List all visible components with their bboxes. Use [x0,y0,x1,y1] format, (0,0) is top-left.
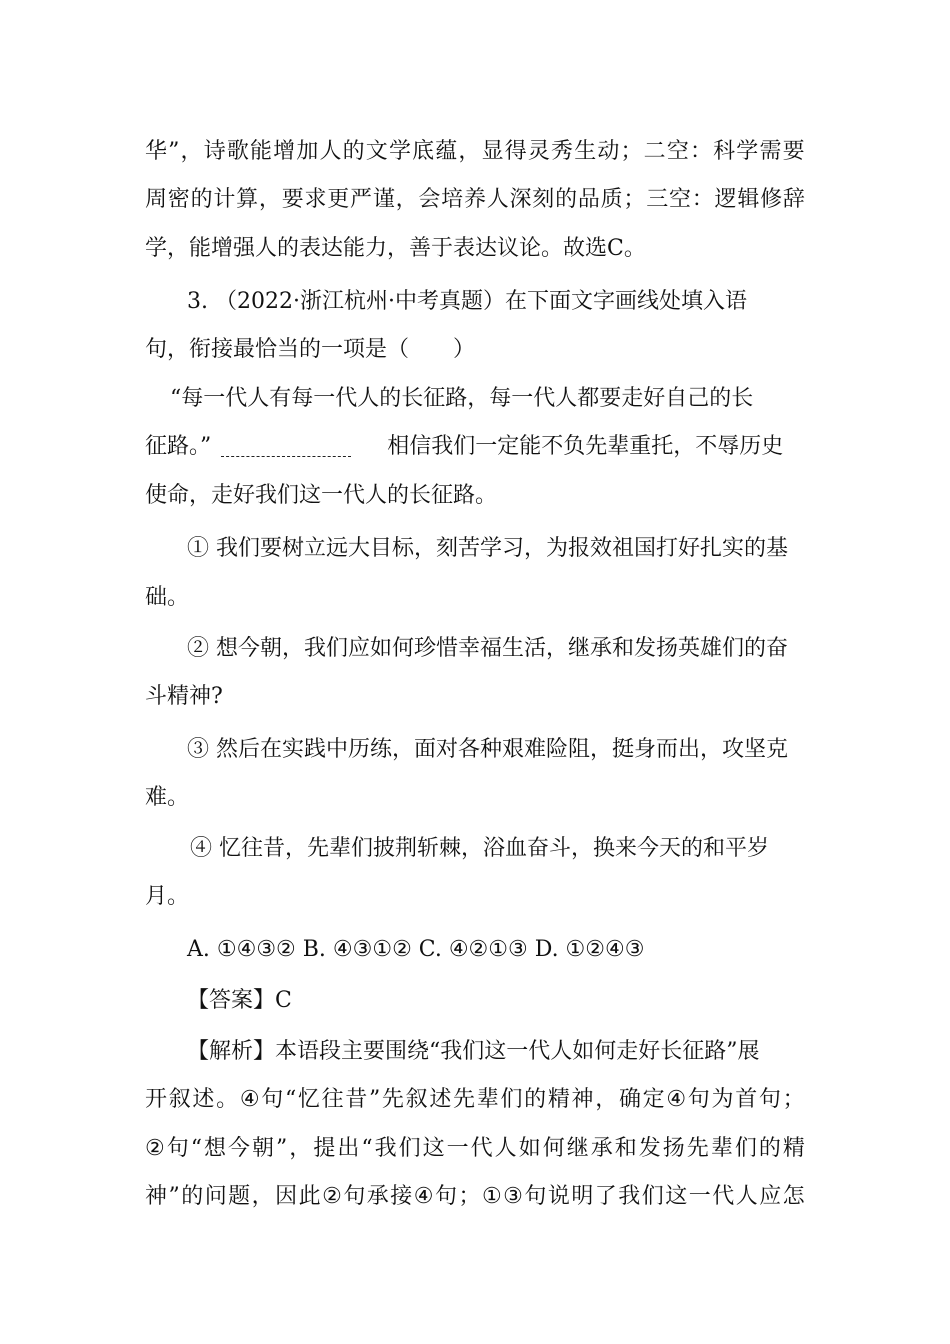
option-sentence: 础。 [145,585,190,610]
option-sentence: 难。 [145,785,190,810]
option-sentence: ④ 忆往昔，先辈们披荆斩棘，浴血奋斗，换来今天的和平岁 [190,836,769,861]
text-line: 学，能增强人的表达能力，善于表达议论。故选C。 [145,236,646,261]
passage-line: 使命，走好我们这一代人的长征路。 [145,483,498,508]
answer-choices: A. ①④③② B. ④③①② C. ④②①③ D. ①②④③ [187,937,645,962]
answer-label: 【答案】C [187,988,292,1013]
text-line: 周 密 的 计 算 ， 要 求 更 严 谨 ， 会 培 养 人 深 刻 的 品 质 ； 三 空 ： 逻 辑 修 辞 [145,187,805,212]
analysis-line: 神 ” 的 问 题 ， 因 此 ② 句 承 接 ④ 句 ； ① ③ 句 说 明 了 我 们 这 一 代 人 应 怎 [145,1184,805,1209]
text-line: 华 ” ， 诗 歌 能 增 加 人 的 文 学 底 蕴 ， 显 得 灵 秀 生 动 ； 二 空 ： 科 学 需 要 [145,139,805,164]
passage-text: 相信我们一定能不负先辈重托，不辱历史 [387,434,784,459]
option-sentence: ① 我们要树立远大目标，刻苦学习，为报效祖国打好扎实的基 [187,536,788,561]
option-sentence: ② 想今朝，我们应如何珍惜幸福生活，继承和发扬英雄们的奋 [187,636,788,661]
option-sentence: ③ 然后在实践中历练，面对各种艰难险阻，挺身而出，攻坚克 [187,737,788,762]
analysis-line: 开 叙 述 。 ④ 句 “ 忆 往 昔 ” 先 叙 述 先 辈 们 的 精 神 ， 确 定 ④ 句 为 首 句 ； [145,1087,805,1112]
analysis-line: 【解析】本语段主要围绕“我们这一代人如何走好长征路”展 [187,1039,760,1064]
fill-in-blank [221,438,351,457]
analysis-line: ② 句 “ 想 今 朝 ” ， 提 出 “ 我 们 这 一 代 人 如 何 继 承 和 发 扬 先 辈 们 的 精 [145,1136,805,1161]
question-stem: 句，衔接最恰当的一项是（ ） [145,337,476,362]
option-sentence: 月。 [145,884,190,909]
passage-text: 征路。” [145,434,212,459]
passage-line: “每一代人有每一代人的长征路，每一代人都要走好自己的长 [170,386,754,411]
passage-line-with-blank [145,427,783,467]
option-sentence: 斗精神? [145,684,223,709]
question-stem: 3. （2022·浙江杭州·中考真题）在下面文字画线处填入语 [187,289,747,314]
